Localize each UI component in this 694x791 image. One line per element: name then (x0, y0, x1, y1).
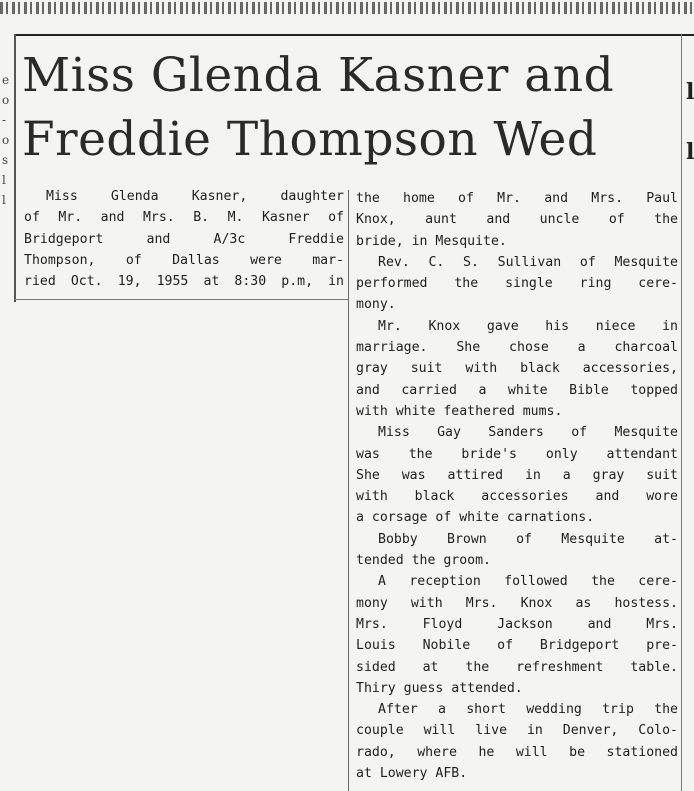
article-line: Miss Glenda Kasner, daughter (46, 189, 344, 204)
right-edge-fragments (686, 62, 694, 182)
article-line: Mrs. Floyd Jackson and Mrs. (356, 616, 678, 632)
article-line: of Mr. and Mrs. B. M. Kasner of (24, 210, 344, 226)
article-left-column (24, 186, 344, 292)
article-line: sided at the refreshment table. (356, 659, 678, 675)
right-rule (681, 34, 682, 791)
article-line: tended the groom. (356, 553, 491, 569)
article-line: with black accessories and wore (356, 489, 678, 505)
article-line: mony with Mrs. Knox as hostess. (356, 595, 678, 611)
decorative-border (0, 2, 694, 14)
article-line: Bridgeport and A/3c Freddie (24, 231, 344, 247)
edge-fragment: - (2, 113, 7, 127)
article-line: Mr. Knox gave his niece in (378, 318, 678, 334)
article-line: performed the single ring cere- (356, 276, 678, 292)
edge-fragment: e (2, 73, 10, 87)
lead-underline-rule (14, 299, 348, 300)
article-line: Thiry guess attended. (356, 680, 523, 696)
article-line: mony. (356, 297, 396, 313)
article-line: the home of Mr. and Mrs. Paul (356, 191, 678, 206)
article-line: Knox, aunt and uncle of the (356, 212, 678, 228)
article-line: and carried a white Bible topped (356, 382, 678, 398)
article-line: bride, in Mesquite. (356, 233, 507, 249)
edge-fragment: l (686, 139, 694, 165)
article-line: Miss Gay Sanders of Mesquite (378, 425, 678, 441)
article-line: Bobby Brown of Mesquite at- (378, 531, 678, 547)
article-line: She was attired in a gray suit (356, 467, 678, 483)
left-rule (14, 34, 16, 302)
headline-line-2: Freddie Thompson Wed (22, 112, 598, 167)
edge-fragment: l (2, 173, 6, 187)
article-line: a corsage of white carnations. (356, 510, 595, 526)
edge-fragment: o (2, 133, 10, 147)
article-line: rado, where he will be stationed (356, 744, 678, 760)
article-line: A reception followed the cere- (378, 574, 678, 590)
article-line: ried Oct. 19, 1955 at 8:30 p.m, in (24, 274, 344, 290)
article-line: with white feathered mums. (356, 403, 563, 419)
article-line: was the bride's only attendant (356, 446, 678, 462)
article-line: Louis Nobile of Bridgeport pre- (356, 638, 678, 654)
article-line: marriage. She chose a charcoal (356, 340, 678, 356)
article-line: gray suit with black accessories, (356, 361, 678, 377)
article-line: After a short wedding trip the (378, 702, 678, 718)
headline-line-1: Miss Glenda Kasner and (22, 48, 615, 103)
left-edge-fragments (2, 70, 12, 210)
article-right-column (356, 188, 678, 784)
article-line: Rev. C. S. Sullivan of Mesquite (378, 254, 678, 270)
article-line: at Lowery AFB. (356, 766, 468, 782)
article-line: couple will live in Denver, Colo- (356, 723, 678, 739)
column-divider (348, 190, 349, 791)
edge-fragment: o (2, 93, 10, 107)
top-rule (14, 34, 694, 36)
edge-fragment: l (686, 79, 694, 105)
edge-fragment: s (2, 153, 9, 167)
article-line: Thompson, of Dallas were mar- (24, 252, 344, 268)
edge-fragment: l (2, 193, 6, 207)
headline (22, 44, 672, 172)
